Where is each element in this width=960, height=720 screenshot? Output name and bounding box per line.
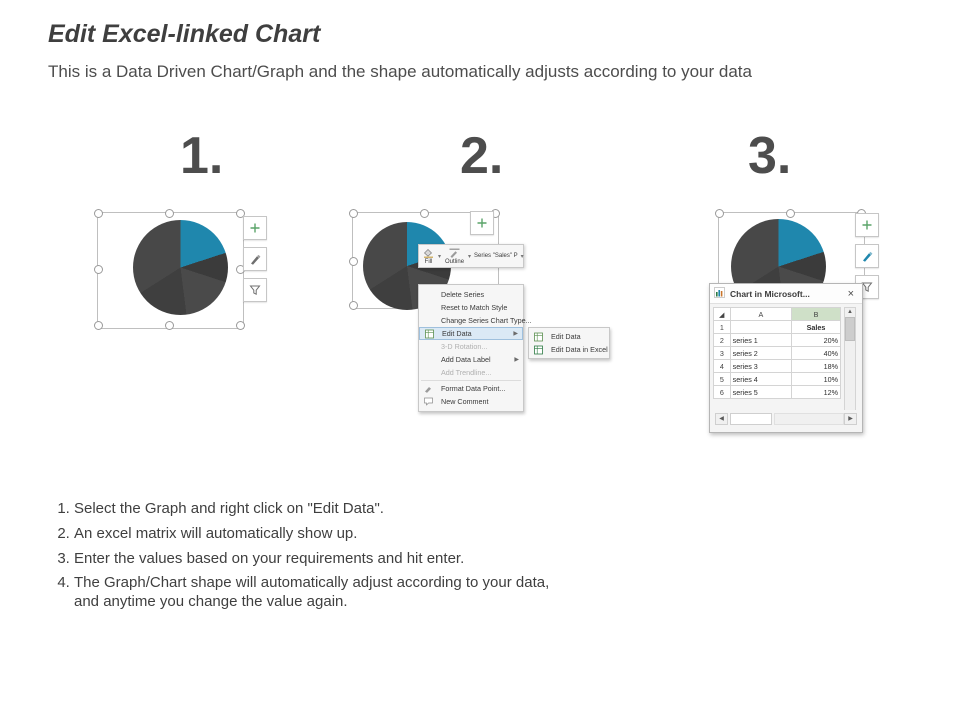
resize-handle[interactable] bbox=[420, 209, 429, 218]
table-icon bbox=[424, 328, 435, 339]
chart-styles-button[interactable] bbox=[243, 247, 267, 271]
resize-handle[interactable] bbox=[349, 209, 358, 218]
outline-label: Outline bbox=[445, 258, 465, 265]
step-number-1: 1. bbox=[180, 127, 224, 185]
comment-icon bbox=[423, 396, 434, 407]
cell-b2[interactable]: 20% bbox=[792, 334, 841, 347]
series-dropdown-caret[interactable]: ▾ bbox=[520, 253, 524, 260]
instruction-item bbox=[74, 500, 549, 519]
scroll-right-arrow[interactable]: ▶ bbox=[844, 413, 857, 425]
cell-b5[interactable]: 10% bbox=[792, 373, 841, 386]
cell-b3[interactable]: 40% bbox=[792, 347, 841, 360]
close-icon[interactable]: × bbox=[847, 287, 854, 300]
step-number-2: 2. bbox=[460, 127, 504, 185]
scrollbar-thumb[interactable] bbox=[845, 317, 855, 341]
fill-dropdown-caret[interactable]: ▾ bbox=[438, 253, 442, 260]
context-menu-item-delete-series[interactable] bbox=[419, 288, 523, 301]
context-menu-label: Change Series Chart Type... bbox=[441, 316, 532, 325]
cell-a3[interactable]: series 2 bbox=[730, 347, 791, 360]
plus-icon bbox=[861, 219, 873, 231]
context-menu-label: Add Trendline... bbox=[441, 368, 492, 377]
pie-chart-1[interactable] bbox=[133, 220, 228, 315]
context-menu-item-add-trendline bbox=[419, 366, 523, 379]
instruction-text-continued: and anytime you change the value again. bbox=[74, 593, 348, 610]
series-name-label: Series "Sales" P bbox=[474, 253, 518, 259]
context-menu-item-edit-data[interactable] bbox=[419, 327, 523, 340]
context-menu-item-change-series-chart-type[interactable] bbox=[419, 314, 532, 327]
excel-icon bbox=[714, 285, 725, 303]
context-menu-item-format-data-point[interactable] bbox=[419, 382, 523, 395]
column-header-a[interactable]: A bbox=[730, 308, 791, 321]
instruction-item bbox=[74, 550, 549, 569]
excel-bottom-bar[interactable] bbox=[713, 410, 859, 428]
excel-grid[interactable] bbox=[710, 304, 862, 399]
cell-b6[interactable]: 12% bbox=[792, 386, 841, 399]
resize-handle[interactable] bbox=[786, 209, 795, 218]
resize-handle[interactable] bbox=[94, 209, 103, 218]
instruction-item bbox=[74, 574, 549, 612]
row-header[interactable]: 2 bbox=[714, 334, 731, 347]
row-header[interactable]: 6 bbox=[714, 386, 731, 399]
instruction-item bbox=[74, 525, 549, 544]
pencil-outline-icon bbox=[449, 248, 460, 258]
brush-icon bbox=[861, 250, 874, 263]
plus-icon bbox=[476, 217, 488, 229]
chart-styles-button[interactable] bbox=[855, 244, 879, 268]
context-menu-item-3d-rotation bbox=[419, 340, 523, 353]
chevron-right-icon: ▶ bbox=[513, 331, 518, 337]
horizontal-scroll-track[interactable] bbox=[774, 413, 844, 425]
instruction-text: Select the Graph and right click on "Edit Data". bbox=[74, 500, 384, 517]
mini-toolbar[interactable] bbox=[418, 244, 524, 268]
table-row[interactable] bbox=[714, 386, 841, 399]
table-row[interactable] bbox=[714, 334, 841, 347]
resize-handle[interactable] bbox=[236, 321, 245, 330]
fill-bucket-icon bbox=[423, 248, 434, 258]
row-header[interactable]: 4 bbox=[714, 360, 731, 373]
cell-b1[interactable]: Sales bbox=[792, 321, 841, 334]
page-subtitle: This is a Data Driven Chart/Graph and the shape automatically adjusts according to your data bbox=[48, 62, 752, 81]
context-menu-label: 3-D Rotation... bbox=[441, 342, 488, 351]
context-menu-label: Add Data Label bbox=[441, 355, 491, 364]
chart-context-menu[interactable] bbox=[418, 284, 532, 412]
instruction-text: The Graph/Chart shape will automatically adjust according to your data, bbox=[74, 574, 550, 592]
excel-window-titlebar[interactable] bbox=[710, 284, 862, 304]
table-row[interactable] bbox=[714, 347, 841, 360]
cell-a1[interactable] bbox=[730, 321, 791, 334]
excel-data-table[interactable] bbox=[713, 307, 841, 399]
paint-icon bbox=[423, 383, 434, 394]
table-row[interactable] bbox=[714, 373, 841, 386]
resize-handle[interactable] bbox=[94, 265, 103, 274]
chart-elements-button[interactable] bbox=[470, 211, 494, 235]
context-menu-label: Edit Data bbox=[442, 329, 472, 338]
context-menu-label: Reset to Match Style bbox=[441, 303, 508, 312]
excel-window-title: Chart in Microsoft... bbox=[730, 288, 810, 299]
submenu-item-edit-data-in-excel[interactable] bbox=[529, 343, 609, 356]
row-header[interactable]: 5 bbox=[714, 373, 731, 386]
cell-a2[interactable]: series 1 bbox=[730, 334, 791, 347]
submenu-item-edit-data[interactable] bbox=[529, 330, 609, 343]
table-icon bbox=[533, 331, 544, 342]
context-menu-label: New Comment bbox=[441, 397, 489, 406]
submenu-label: Edit Data in Excel bbox=[551, 345, 608, 354]
instruction-text: An excel matrix will automatically show up. bbox=[74, 524, 358, 542]
resize-handle[interactable] bbox=[349, 257, 358, 266]
context-menu-item-new-comment[interactable] bbox=[419, 395, 523, 408]
cell-a4[interactable]: series 3 bbox=[730, 360, 791, 373]
scroll-left-arrow[interactable]: ◀ bbox=[715, 413, 728, 425]
funnel-icon bbox=[249, 284, 261, 296]
context-menu-item-add-data-label[interactable] bbox=[419, 353, 523, 366]
table-row[interactable] bbox=[714, 321, 841, 334]
cell-b4[interactable]: 18% bbox=[792, 360, 841, 373]
scroll-up-arrow[interactable]: ▲ bbox=[847, 309, 853, 315]
column-header-b[interactable]: B bbox=[792, 308, 841, 321]
instruction-text: Enter the values based on your requirements and hit enter. bbox=[74, 549, 465, 567]
context-menu-label: Delete Series bbox=[441, 290, 485, 299]
context-menu-label: Format Data Point... bbox=[441, 384, 506, 393]
step-number-3: 3. bbox=[748, 127, 792, 185]
table-row[interactable] bbox=[714, 360, 841, 373]
chart-side-buttons-1[interactable] bbox=[243, 216, 267, 302]
cell-a5[interactable]: series 4 bbox=[730, 373, 791, 386]
excel-icon bbox=[533, 344, 544, 355]
context-menu-item-reset-to-match-style[interactable] bbox=[419, 301, 523, 314]
table-header-row bbox=[714, 308, 841, 321]
edit-data-submenu[interactable] bbox=[528, 327, 610, 359]
resize-handle[interactable] bbox=[165, 209, 174, 218]
cell-a6[interactable]: series 5 bbox=[730, 386, 791, 399]
resize-handle[interactable] bbox=[94, 321, 103, 330]
chevron-right-icon: ▶ bbox=[514, 357, 519, 363]
instructions-list bbox=[48, 500, 549, 618]
sheet-tab[interactable] bbox=[730, 413, 772, 425]
grid-corner: ◢ bbox=[714, 308, 731, 321]
chart-elements-button[interactable] bbox=[855, 213, 879, 237]
submenu-label: Edit Data bbox=[551, 332, 581, 341]
fill-label: Fill bbox=[424, 258, 433, 265]
row-header[interactable]: 3 bbox=[714, 347, 731, 360]
page-title: Edit Excel-linked Chart bbox=[48, 20, 321, 48]
chart-elements-button[interactable] bbox=[243, 216, 267, 240]
resize-handle[interactable] bbox=[715, 209, 724, 218]
outline-button[interactable] bbox=[441, 247, 468, 266]
brush-icon bbox=[249, 253, 262, 266]
fill-button[interactable] bbox=[419, 247, 438, 266]
chart-filters-button[interactable] bbox=[243, 278, 267, 302]
context-menu-separator bbox=[421, 380, 521, 381]
excel-vertical-scrollbar[interactable] bbox=[844, 307, 856, 419]
excel-chart-data-window[interactable] bbox=[709, 283, 863, 433]
plus-icon bbox=[249, 222, 261, 234]
chart-side-buttons-2[interactable] bbox=[470, 211, 494, 235]
resize-handle[interactable] bbox=[349, 301, 358, 310]
resize-handle[interactable] bbox=[165, 321, 174, 330]
outline-dropdown-caret[interactable]: ▾ bbox=[468, 253, 472, 260]
row-header[interactable]: 1 bbox=[714, 321, 731, 334]
